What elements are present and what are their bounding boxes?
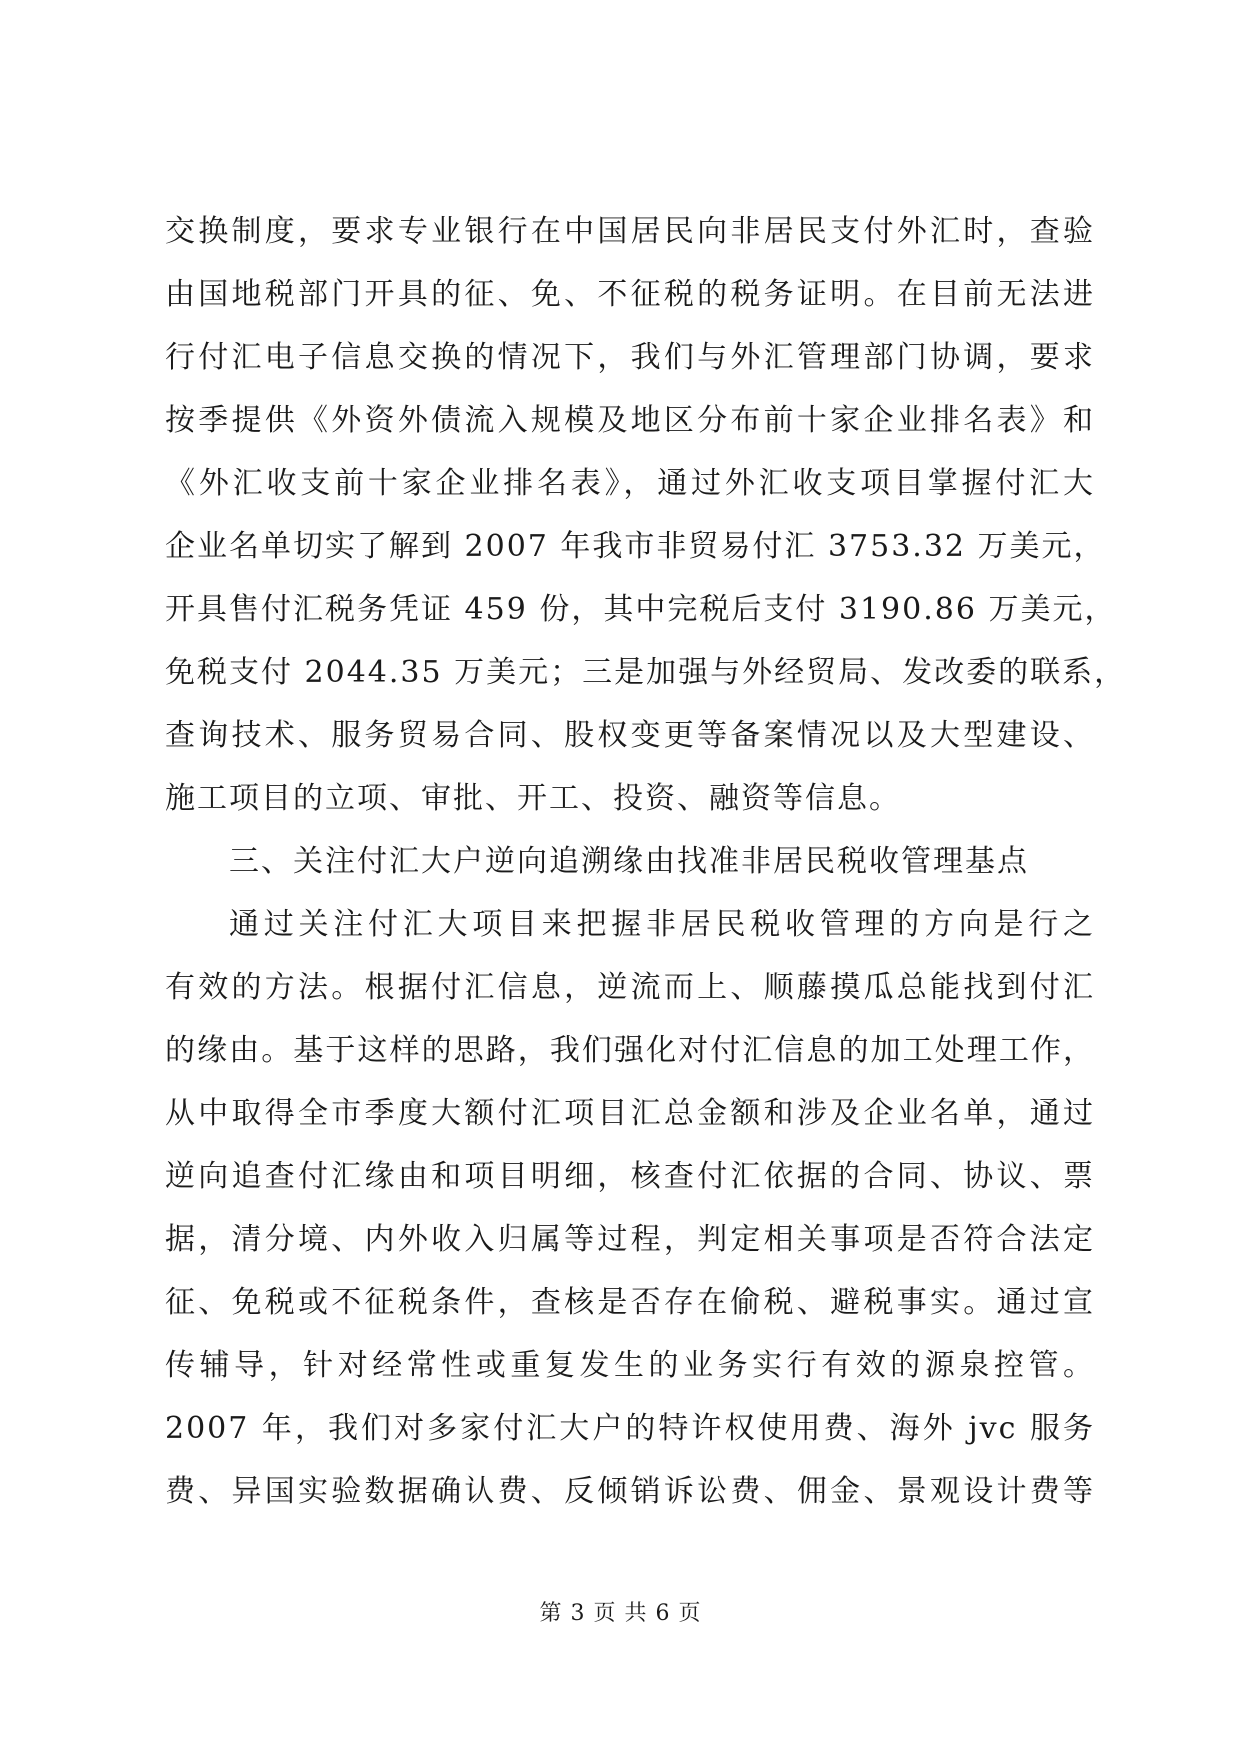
paragraph-line: 2007 年，我们对多家付汇大户的特许权使用费、海外 jvc 服务 — [165, 1411, 1095, 1446]
paragraph-line: 由国地税部门开具的征、免、不征税的税务证明。在目前无法进 — [165, 277, 1095, 312]
paragraph-line: 开具售付汇税务凭证 459 份，其中完税后支付 3190.86 万美元， — [165, 592, 1117, 627]
paragraph-line: 按季提供《外资外债流入规模及地区分布前十家企业排名表》和 — [165, 403, 1095, 438]
paragraph-line: 逆向追查付汇缘由和项目明细，核查付汇依据的合同、协议、票 — [165, 1159, 1095, 1194]
paragraph-line: 交换制度，要求专业银行在中国居民向非居民支付外汇时，查验 — [165, 214, 1095, 249]
paragraph-line: 从中取得全市季度大额付汇项目汇总金额和涉及企业名单，通过 — [165, 1096, 1095, 1131]
paragraph-line: 有效的方法。根据付汇信息，逆流而上、顺藤摸瓜总能找到付汇 — [165, 970, 1095, 1005]
paragraph-line: 免税支付 2044.35 万美元；三是加强与外经贸局、发改委的联系， — [165, 655, 1127, 690]
page-number-footer: 第 3 页 共 6 页 — [539, 1601, 702, 1626]
paragraph-line: 费、异国实验数据确认费、反倾销诉讼费、佣金、景观设计费等 — [165, 1474, 1095, 1509]
document-body — [165, 200, 1127, 1523]
section-heading: 三、关注付汇大户逆向追溯缘由找准非居民税收管理基点 — [229, 844, 1029, 879]
paragraph-line: 企业名单切实了解到 2007 年我市非贸易付汇 3753.32 万美元， — [165, 529, 1106, 564]
paragraph-line: 《外汇收支前十家企业排名表》，通过外汇收支项目掌握付汇大 — [165, 466, 1095, 501]
paragraph-line: 施工项目的立项、审批、开工、投资、融资等信息。 — [165, 781, 901, 816]
paragraph-line: 查询技术、服务贸易合同、股权变更等备案情况以及大型建设、 — [165, 718, 1095, 753]
paragraph-line: 据，清分境、内外收入归属等过程，判定相关事项是否符合法定 — [165, 1222, 1095, 1257]
paragraph-line: 传辅导，针对经常性或重复发生的业务实行有效的源泉控管。 — [165, 1348, 1095, 1383]
paragraph-line: 的缘由。基于这样的思路，我们强化对付汇信息的加工处理工作， — [165, 1033, 1095, 1068]
paragraph-line: 通过关注付汇大项目来把握非居民税收管理的方向是行之 — [229, 907, 1095, 942]
paragraph-line: 征、免税或不征税条件，查核是否存在偷税、避税事实。通过宣 — [165, 1285, 1095, 1320]
paragraph-line: 行付汇电子信息交换的情况下，我们与外汇管理部门协调，要求 — [165, 340, 1095, 375]
